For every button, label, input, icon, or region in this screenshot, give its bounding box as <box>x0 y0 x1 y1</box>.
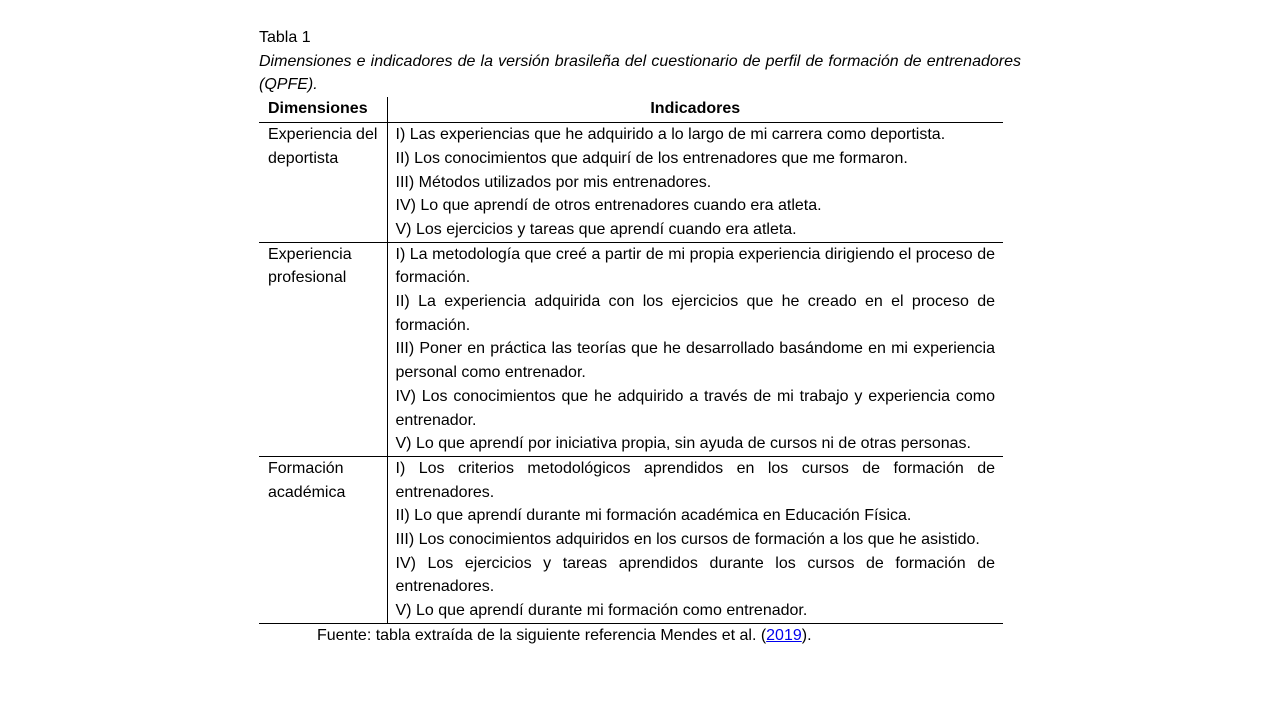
dimension-cell: Formación académica <box>259 456 387 623</box>
indicator-item: III) Métodos utilizados por mis entrenadores. <box>395 173 712 191</box>
indicator-item: I) Las experiencias que he adquirido a lo largo de mi carrera como deportista. <box>395 126 946 144</box>
table-row <box>259 456 1003 623</box>
source-text: Fuente: tabla extraída de la siguiente referencia Mendes et al. ( <box>317 626 767 644</box>
indicator-item: II) La experiencia adquirida con los ejercicios que he creado en el proceso de formación. <box>395 293 995 334</box>
indicator-item: IV) Los ejercicios y tareas aprendidos durante los cursos de formación de entrenadores. <box>395 554 995 596</box>
indicators-cell <box>387 456 1003 623</box>
table-label: Tabla 1 <box>259 29 311 46</box>
indicator-item: V) Lo que aprendí durante mi formación como entrenador. <box>395 602 808 620</box>
indicator-item: II) Lo que aprendí durante mi formación académica en Educación Física. <box>395 507 912 525</box>
indicator-item: I) Los criterios metodológicos aprendidos en los cursos de formación de entrenadores. <box>395 459 995 501</box>
table-row <box>259 123 1003 243</box>
dimension-cell: Experiencia del deportista <box>259 123 387 243</box>
header-dimensions: Dimensiones <box>259 97 387 123</box>
indicator-item: III) Poner en práctica las teorías que he desarrollado basándome en mi experiencia personal como entrenador. <box>395 340 995 382</box>
indicator-item: II) Los conocimientos que adquirí de los entrenadores que me formaron. <box>395 149 908 167</box>
dimension-cell: Experiencia profesional <box>259 242 387 456</box>
indicators-table <box>259 97 1003 624</box>
indicator-item: V) Lo que aprendí por iniciativa propia, sin ayuda de cursos ni de otras personas. <box>395 435 971 453</box>
indicator-item: IV) Lo que aprendí de otros entrenadores cuando era atleta. <box>395 197 822 215</box>
indicators-cell <box>387 123 1003 243</box>
document <box>259 26 1021 648</box>
indicator-item: III) Los conocimientos adquiridos en los cursos de formación a los que he asistido. <box>395 531 980 549</box>
source-suffix: ). <box>801 626 812 644</box>
indicator-item: IV) Los conocimientos que he adquirido a través de mi trabajo y experiencia como entrenador. <box>395 387 995 429</box>
table-caption: Dimensiones e indicadores de la versión brasileña del cuestionario de perfil de formación de entrenadores (QPFE). <box>259 52 1021 94</box>
indicator-item: V) Los ejercicios y tareas que aprendí cuando era atleta. <box>395 220 797 238</box>
indicator-item: I) La metodología que creé a partir de mi propia experiencia dirigiendo el proceso de formación. <box>395 245 995 287</box>
source-note <box>259 624 1021 648</box>
header-row <box>259 97 1003 123</box>
reference-link[interactable]: 2019 <box>766 626 802 644</box>
indicators-cell <box>387 242 1003 456</box>
header-indicators: Indicadores <box>387 97 1003 123</box>
table-row <box>259 242 1003 456</box>
